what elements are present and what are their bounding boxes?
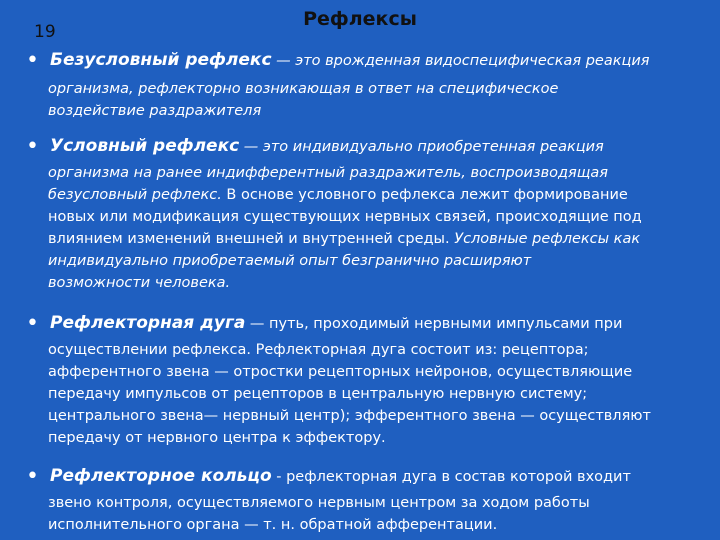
- term: Рефлекторное кольцо: [50, 466, 272, 486]
- body-line: передачу от нервного центра к эффектору.: [48, 430, 386, 446]
- item-body: [48, 162, 704, 294]
- body-line: организма на ранее индифферентный раздражитель, воспроизводящая: [48, 165, 609, 181]
- item-heading: [50, 50, 650, 70]
- item-body: [48, 339, 704, 449]
- slide-title: Рефлексы: [303, 8, 417, 30]
- bullet-icon: •: [26, 134, 39, 159]
- term: Безусловный рефлекс: [50, 50, 272, 70]
- body-plain-part: Рефлекторная дуга состоит из: рецептора;: [251, 342, 589, 358]
- bullet-icon: •: [26, 464, 39, 489]
- definition-lead: - рефлекторная дуга в состав которой входит: [271, 469, 631, 485]
- body-line: афферентного звена — отростки рецепторных нейронов, осуществляющие: [48, 364, 633, 380]
- slide-number: 19: [34, 22, 56, 42]
- list-item-unconditioned-reflex: [26, 50, 708, 120]
- body-line: [48, 339, 704, 361]
- definition-lead: — путь, проходимый нервными импульсами при: [245, 316, 623, 332]
- body-line: [48, 184, 704, 206]
- body-line: организма, рефлекторно возникающая в ответ на специфическое: [48, 81, 559, 97]
- item-body: [48, 492, 704, 536]
- list-item-conditioned-reflex: [26, 136, 708, 306]
- body-line: возможности человека.: [48, 275, 231, 291]
- bullet-icon: •: [26, 48, 39, 73]
- term: Условный рефлекс: [50, 136, 240, 156]
- body-plain-part: , осуществляемого нервным центром за ходом работы: [167, 495, 590, 511]
- body-line: воздействие раздражителя: [48, 103, 262, 119]
- definition-lead: — это индивидуально приобретенная реакция: [239, 139, 604, 155]
- item-body: [48, 78, 704, 122]
- bullet-icon: •: [26, 311, 39, 336]
- term: Рефлекторная дуга: [50, 313, 246, 333]
- list-item-reflex-arc: [26, 313, 708, 463]
- body-line: центрального звена— нервный центр); эфферентного звена — осуществляют: [48, 408, 651, 424]
- item-heading: [50, 466, 631, 486]
- body-italic-part: Условные рефлексы как: [454, 231, 641, 247]
- item-heading: [50, 313, 622, 333]
- body-line: исполнительного органа — т. н. обратной афферентации.: [48, 517, 498, 533]
- body-plain-part: осуществлении рефлекса.: [48, 342, 252, 358]
- body-line: передачу импульсов от рецепторов в центральную нервную систему;: [48, 386, 588, 402]
- body-plain-part: В основе условного рефлекса лежит формирование: [221, 187, 628, 203]
- definition-lead: — это врожденная видоспецифическая реакция: [271, 53, 650, 69]
- body-plain-part: звено контроля: [48, 495, 168, 511]
- body-line: индивидуально приобретаемый опыт безгранично расширяют: [48, 253, 532, 269]
- item-heading: [50, 136, 604, 156]
- body-line: новых или модификация существующих нервных связей, происходящие под: [48, 209, 642, 225]
- list-item-reflex-ring: [26, 466, 708, 538]
- body-line: [48, 492, 704, 514]
- body-plain-part: влиянием изменений внешней и внутренней среды.: [48, 231, 455, 247]
- body-italic-part: безусловный рефлекс.: [48, 187, 222, 203]
- body-line: [48, 228, 704, 250]
